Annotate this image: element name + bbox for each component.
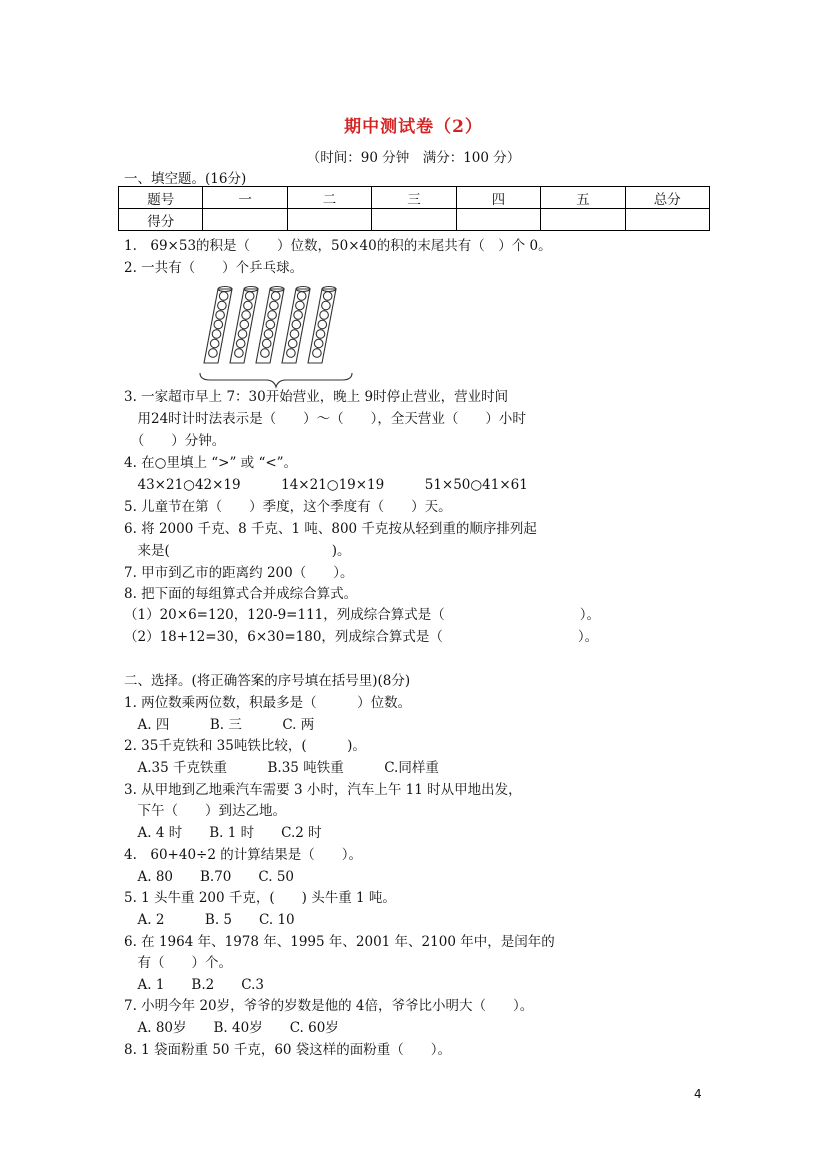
ping-pong-ball	[313, 349, 322, 358]
table-cell: 得分	[119, 209, 203, 231]
ping-pong-ball	[287, 349, 296, 358]
ping-pong-ball	[238, 330, 247, 339]
ping-pong-ball	[297, 292, 306, 301]
ping-pong-ball	[322, 301, 331, 310]
table-row	[119, 187, 710, 209]
brace	[200, 373, 352, 387]
ping-pong-ball	[270, 301, 279, 310]
question-line: 1. 69×53的积是（ ）位数，50×40的积的末尾共有（ ）个 0。	[124, 238, 552, 254]
ping-pong-ball	[262, 339, 271, 348]
page-title: 期中测试卷（2）	[344, 117, 483, 137]
exam-info: （时间：90 分钟 满分：100 分）	[306, 150, 521, 166]
ping-pong-ball	[288, 339, 297, 348]
question-line: 4. 60+40÷2 的计算结果是（ ）。	[124, 847, 362, 863]
ping-pong-ball	[209, 349, 218, 358]
question-line: 43×21○42×19 14×21○19×19 51×50○41×61	[124, 477, 528, 493]
question-line: A. 80 B.70 C. 50	[124, 869, 295, 885]
score-input-cell[interactable]	[287, 209, 371, 231]
question-line: （1）20×6=120，120-9=111，列成综合算式是（ ）。	[124, 607, 600, 623]
question-line: A. 4 时 B. 1 时 C.2 时	[124, 825, 322, 841]
ping-pong-ball	[296, 301, 305, 310]
question-line: 用24时计时法表示是（ ）～（ ），全天营业（ ）小时	[124, 411, 526, 427]
ping-pong-ball	[320, 311, 329, 320]
section-heading-fill-blank: 一、填空题。(16分)	[124, 171, 247, 187]
ping-pong-ball	[314, 339, 323, 348]
ping-pong-ball	[261, 349, 270, 358]
ping-pong-ball	[235, 349, 244, 358]
ping-pong-ball	[271, 292, 280, 301]
ping-pong-ball	[210, 339, 219, 348]
ping-pong-ball	[236, 339, 245, 348]
ping-pong-ball	[245, 292, 254, 301]
question-line: 2. 一共有（ ）个乒乓球。	[124, 260, 304, 276]
score-input-cell[interactable]	[625, 209, 709, 231]
question-line: A.35 千克铁重 B.35 吨铁重 C.同样重	[124, 760, 439, 776]
score-input-cell[interactable]	[203, 209, 287, 231]
ping-pong-ball	[242, 311, 251, 320]
table-cell: 四	[456, 187, 540, 209]
question-line: 2. 35千克铁和 35吨铁比较，( )。	[124, 738, 366, 754]
question-line: 来是( )。	[124, 543, 351, 559]
question-line: 4. 在○里填上 “>” 或 “<”。	[124, 455, 298, 471]
score-input-cell[interactable]	[372, 209, 456, 231]
score-input-cell[interactable]	[541, 209, 625, 231]
ping-pong-ball	[212, 330, 221, 339]
ping-pong-tubes-illustration	[196, 283, 356, 391]
table-cell: 二	[287, 187, 371, 209]
question-line: 3. 从甲地到乙地乘汽车需要 3 小时，汽车上午 11 时从甲地出发，	[124, 782, 522, 798]
question-line: A. 80岁 B. 40岁 C. 60岁	[124, 1020, 339, 1036]
ping-pong-ball	[294, 311, 303, 320]
question-line: 8. 把下面的每组算式合并成综合算式。	[124, 586, 358, 602]
ping-pong-ball	[292, 320, 301, 329]
question-line: 5. 儿童节在第（ ）季度，这个季度有（ ）天。	[124, 499, 452, 515]
table-cell: 题号	[119, 187, 203, 209]
question-line: 7. 甲市到乙市的距离约 200（ ）。	[124, 565, 354, 581]
question-line: A. 1 B.2 C.3	[124, 977, 264, 993]
table-row	[119, 209, 710, 231]
table-cell: 一	[203, 187, 287, 209]
page-number: 4	[694, 1087, 702, 1101]
question-line: 7. 小明今年 20岁，爷爷的岁数是他的 4倍，爷爷比小明大（ ）。	[124, 998, 534, 1014]
question-line: （ ）分钟。	[124, 433, 226, 449]
table-cell: 总分	[625, 187, 709, 209]
ping-pong-ball	[323, 292, 332, 301]
ping-pong-ball	[264, 330, 273, 339]
question-line: 6. 在 1964 年、1978 年、1995 年、2001 年、2100 年中，是闰年的	[124, 934, 555, 950]
question-line: 6. 将 2000 千克、8 千克、1 吨、800 千克按从轻到重的顺序排列起	[124, 521, 537, 537]
ping-pong-ball	[219, 292, 228, 301]
question-line: 3. 一家超市早上 7：30开始营业，晚上 9时停止营业，营业时间	[124, 389, 509, 405]
ping-pong-ball	[290, 330, 299, 339]
question-line: （2）18+12=30，6×30=180，列成综合算式是（ ）。	[124, 629, 599, 645]
score-input-cell[interactable]	[456, 209, 540, 231]
ping-pong-ball	[218, 301, 227, 310]
question-line: A. 2 B. 5 C. 10	[124, 912, 295, 928]
question-line: 下午（ ）到达乙地。	[124, 803, 286, 819]
ping-pong-ball	[214, 320, 223, 329]
ping-pong-ball	[244, 301, 253, 310]
question-line: 8. 1 袋面粉重 50 千克，60 袋这样的面粉重（ ）。	[124, 1042, 452, 1058]
ping-pong-ball	[268, 311, 277, 320]
question-line: 1. 两位数乘两位数，积最多是（ ）位数。	[124, 695, 412, 711]
table-cell: 三	[372, 187, 456, 209]
ping-pong-ball	[266, 320, 275, 329]
ping-pong-ball	[316, 330, 325, 339]
ping-pong-ball	[216, 311, 225, 320]
ping-pong-ball	[240, 320, 249, 329]
question-line: 有（ ）个。	[124, 955, 232, 971]
question-line: A. 四 B. 三 C. 两	[124, 717, 315, 733]
score-table	[118, 186, 710, 231]
question-line: 5. 1 头牛重 200 千克，( ) 头牛重 1 吨。	[124, 890, 396, 906]
question-line: 二、选择。(将正确答案的序号填在括号里)(8分)	[124, 673, 411, 689]
ping-pong-ball	[318, 320, 327, 329]
table-cell: 五	[541, 187, 625, 209]
